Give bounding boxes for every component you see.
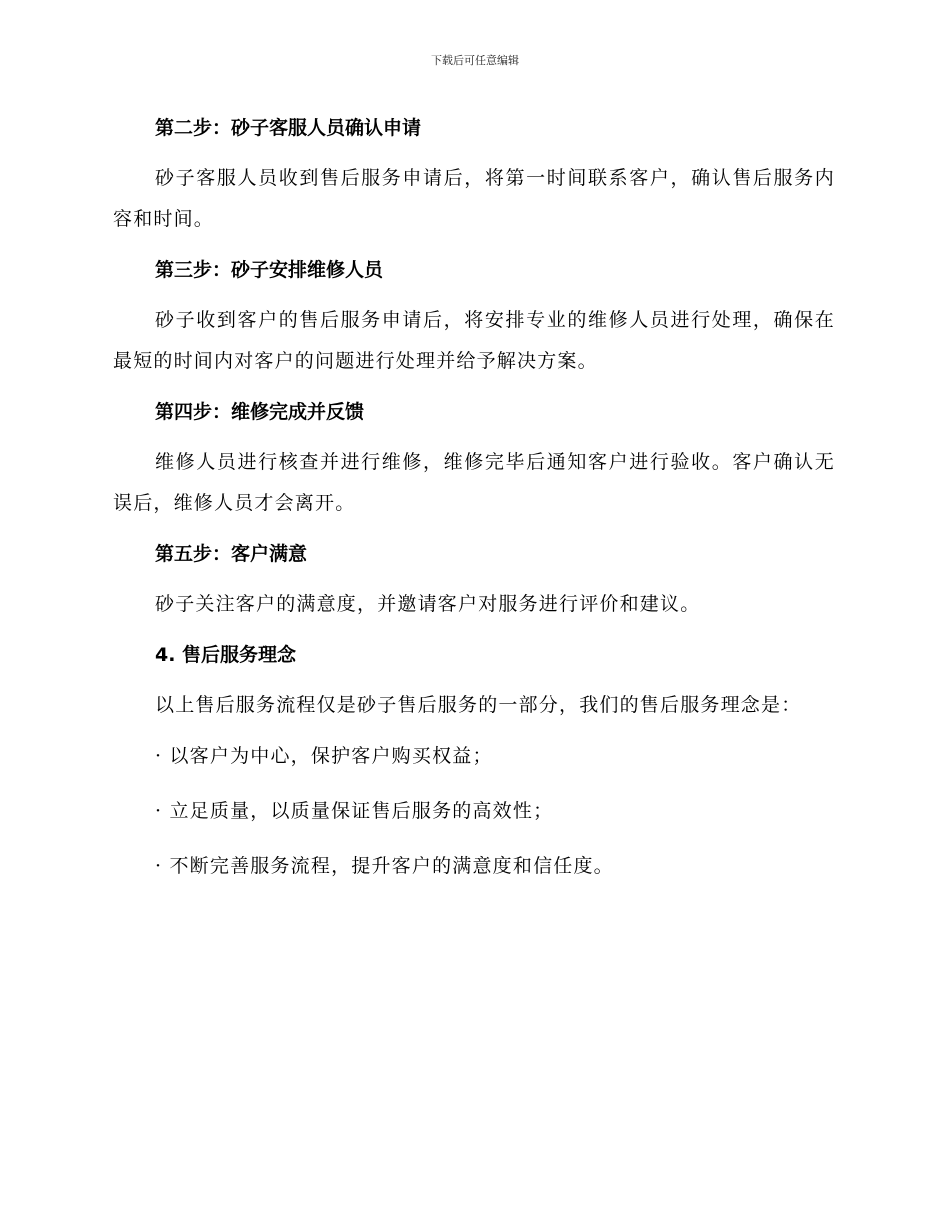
- philosophy-bullet: · 不断完善服务流程，提升客户的满意度和信任度。: [155, 855, 614, 877]
- section-body-step-2: 砂子客服人员收到售后服务申请后，将第一时间联系客户，确认售后服务内容和时间。: [113, 167, 835, 230]
- section-heading-step-3: 第三步：砂子安排维修人员: [155, 259, 384, 281]
- philosophy-heading: 4. 售后服务理念: [155, 644, 297, 666]
- section-heading-step-2: 第二步：砂子客服人员确认申请: [155, 117, 422, 139]
- section-body-step-4: 维修人员进行核查并进行维修，维修完毕后通知客户进行验收。客户确认无误后，维修人员才会离开。: [113, 451, 835, 514]
- section-body-step-5: 砂子关注客户的满意度，并邀请客户对服务进行评价和建议。: [155, 593, 701, 615]
- section-body-step-3: 砂子收到客户的售后服务申请后，将安排专业的维修人员进行处理，确保在最短的时间内对客户的问题进行处理并给予解决方案。: [113, 309, 835, 372]
- section-heading-step-4: 第四步：维修完成并反馈: [155, 401, 365, 423]
- document-body: [113, 108, 835, 901]
- philosophy-bullet: · 以客户为中心，保护客户购买权益；: [155, 745, 493, 767]
- page-header: 下载后可任意编辑: [431, 54, 519, 67]
- philosophy-bullet: · 立足质量，以质量保证售后服务的高效性；: [155, 800, 554, 822]
- philosophy-intro: 以上售后服务流程仅是砂子售后服务的一部分，我们的售后服务理念是：: [155, 694, 802, 716]
- section-heading-step-5: 第五步：客户满意: [155, 543, 308, 565]
